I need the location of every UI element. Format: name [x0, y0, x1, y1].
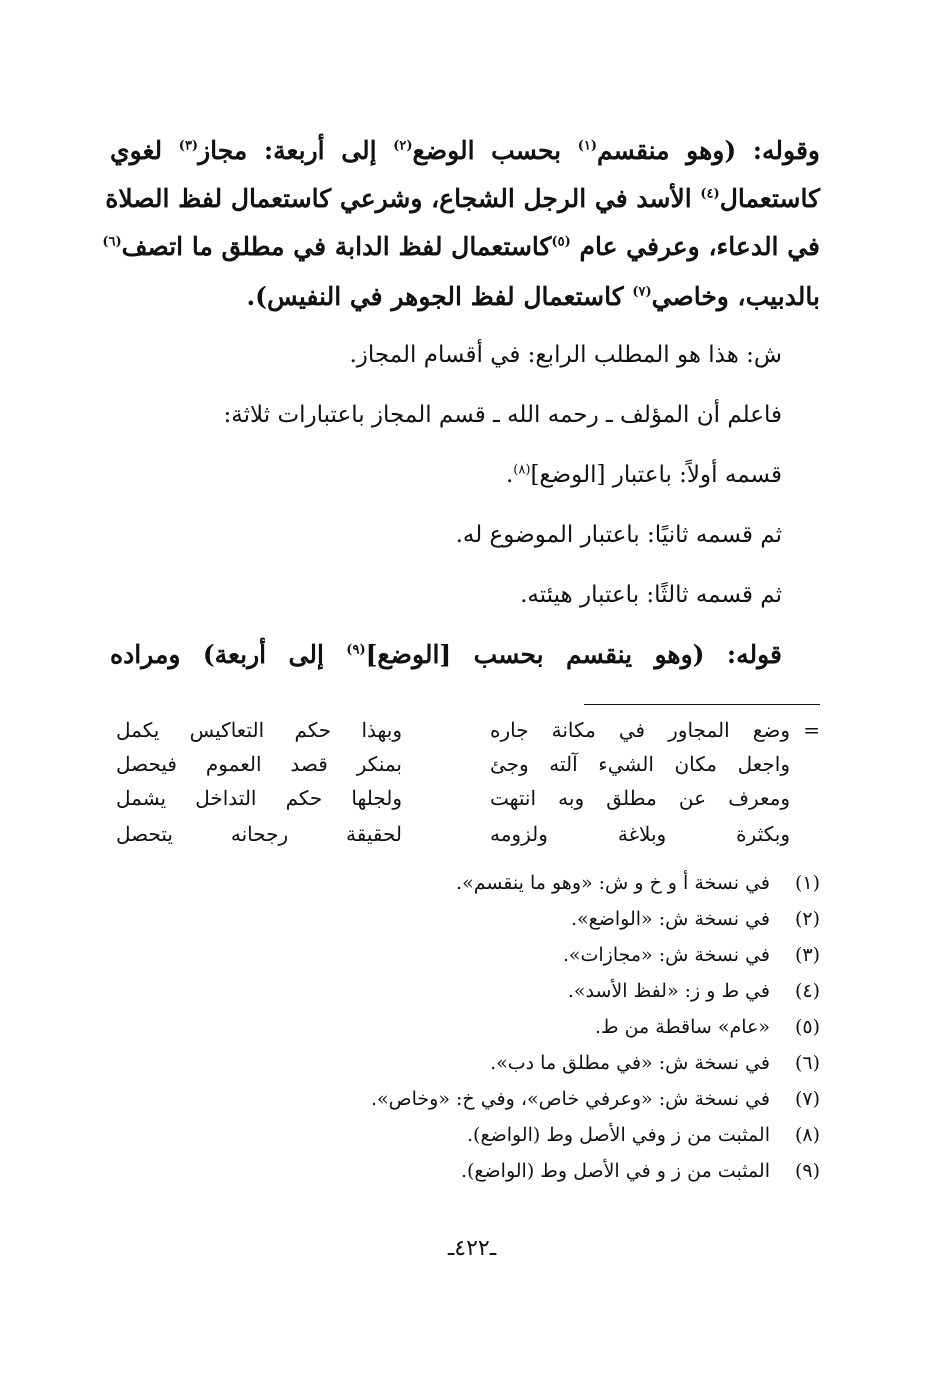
page-number: ـ٤٢٢ـ [447, 1236, 497, 1261]
footnote-item [568, 980, 820, 1002]
commentary-line-4: ثم قسمه ثانيًا: باعتبار الموضوع له. [455, 522, 782, 548]
footnote-number: (٨) [794, 1124, 820, 1146]
poem-hemistich-right: واجعل مكان الشيء آلته وجئ [490, 752, 790, 776]
footnote-item [490, 1052, 820, 1074]
poem-hemistich-left: وبهذا حكم التعاكيس يكمل [116, 718, 402, 742]
poem-hemistich-right: وبكثرة وبلاغة ولزومه [490, 822, 790, 846]
footnote-text: «عام» ساقطة من ط. [594, 1016, 770, 1038]
footnote-text: في نسخة ش: «الواضع». [570, 908, 770, 930]
poem-row [110, 718, 820, 752]
footnote-text: في نسخة ش: «مجازات». [562, 944, 770, 966]
footnote-number: (٦) [794, 1052, 820, 1074]
continuation-mark: = [803, 718, 820, 742]
footnote-ref[interactable]: (٧) [632, 284, 652, 300]
footnote-text: في ط و ز: «لفظ الأسد». [567, 980, 770, 1002]
footnote-ref[interactable]: (٨) [513, 462, 531, 478]
footnote-number: (٢) [794, 908, 820, 930]
poem-hemistich-right: ومعرف عن مطلق وبه انتهت [490, 786, 790, 810]
footnote-number: (١) [794, 872, 820, 894]
footnote-separator [584, 704, 820, 705]
poem-hemistich-left: ولجلها حكم التداخل يشمل [116, 786, 402, 810]
footnote-number: (٧) [794, 1088, 820, 1110]
poem-row [110, 752, 820, 786]
poem-hemistich-left: بمنكر قصد العموم فيحصل [116, 752, 402, 776]
footnote-item [595, 1016, 820, 1038]
footnote-ref[interactable]: (٥) [551, 234, 571, 250]
footnote-item [461, 1160, 820, 1182]
commentary-line-3: قسمه أولاً: باعتبار [الوضع]$^{(٨)}$. [505, 462, 782, 488]
footnote-text: في نسخة أ و خ و ش: «وهو ما ينقسم». [456, 872, 770, 894]
footnote-ref[interactable]: (٦) [102, 234, 122, 250]
quote2-line: قوله: (وهو ينقسم بحسب [الوضع]$^{(٩)}$ إلى أربعة) ومراده [110, 640, 782, 669]
commentary-line-1: ش: هذا هو المطلب الرابع: في أقسام المجاز. [349, 342, 782, 368]
footnote-text: المثبت من ز و في الأصل وط (الواضع). [460, 1160, 770, 1182]
footnote-ref[interactable]: (١) [577, 138, 598, 154]
quote1-line-3: في الدعاء، وعرفي عام $^{(٥)}$كاستعمال لفظ الدابة في مطلق ما اتصف$^{(٦)}$ [102, 232, 820, 261]
footnote-ref[interactable]: (٩) [346, 642, 366, 658]
footnote-text: في نسخة ش: «في مطلق ما دب». [490, 1052, 770, 1074]
poem-hemistich-left: لحقيقة رجحانه يتحصل [116, 822, 402, 846]
quote1-line-4: بالدبيب، وخاصي$^{(٧)}$ كاستعمال لفظ الجوهر في النفيس). [246, 282, 820, 311]
footnote-number: (٩) [794, 1160, 820, 1182]
quote1-line-2: كاستعمال$^{(٤)}$ الأسد في الرجل الشجاع، وشرعي كاستعمال لفظ الصلاة [105, 184, 820, 213]
footnote-item [456, 872, 820, 894]
quote1-line-1: وقوله: (وهو منقسم$^{(١)}$ بحسب الوضع$^{(٢)}$ إلى أربعة: مجاز$^{(٣)}$ لغوي [110, 136, 820, 165]
footnote-number: (٥) [794, 1016, 820, 1038]
poem-hemistich-right: وضع المجاور في مكانة جاره [490, 718, 790, 742]
footnote-ref[interactable]: (٢) [393, 138, 413, 154]
poem-row [110, 822, 820, 856]
footnote-text: المثبت من ز وفي الأصل وط (الواضع). [467, 1124, 770, 1146]
footnote-item [571, 908, 820, 930]
footnote-item [371, 1088, 820, 1110]
footnote-ref[interactable]: (٣) [178, 138, 199, 154]
footnote-number: (٣) [794, 944, 820, 966]
commentary-line-5: ثم قسمه ثالثًا: باعتبار هيئته. [520, 582, 782, 608]
footnote-item [563, 944, 820, 966]
poem-row [110, 786, 820, 820]
footnote-item [467, 1124, 820, 1146]
footnote-ref[interactable]: (٤) [700, 186, 720, 202]
footnote-text: في نسخة ش: «وعرفي خاص»، وفي خ: «وخاص». [370, 1088, 770, 1110]
footnote-number: (٤) [794, 980, 820, 1002]
commentary-line-2: فاعلم أن المؤلف ـ رحمه الله ـ قسم المجاز باعتبارات ثلاثة: [223, 402, 782, 428]
